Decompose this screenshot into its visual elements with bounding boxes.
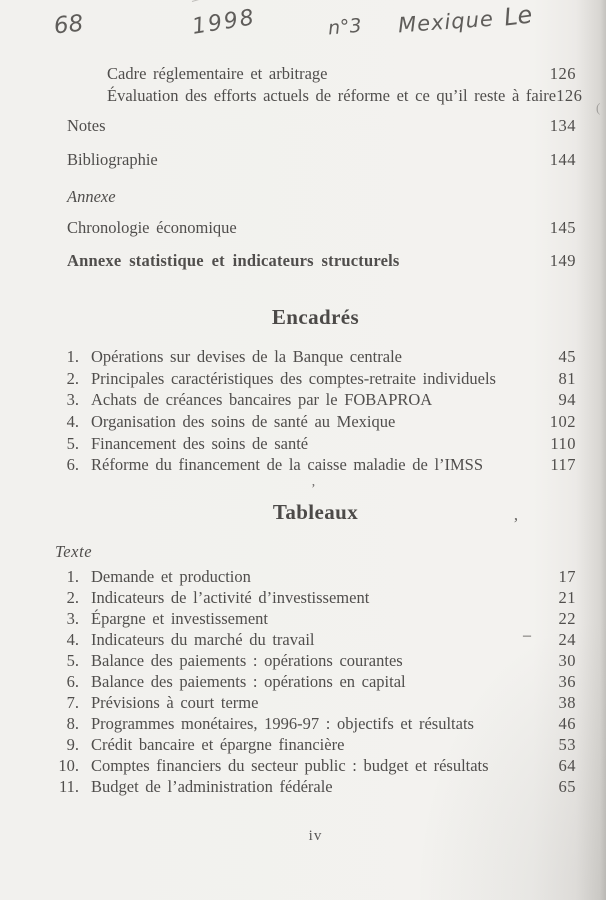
page-number: 117 xyxy=(550,455,576,474)
item-label: Indicateurs de l’activité d’investissement xyxy=(91,588,370,607)
subsection-heading-texte: Texte xyxy=(55,542,93,561)
page-number: 64 xyxy=(558,756,576,775)
toc-entry xyxy=(55,117,576,135)
item-number: 10. xyxy=(58,756,79,775)
item-number: 3. xyxy=(66,609,79,628)
handwritten-annotation: 1998 xyxy=(190,5,258,40)
toc-entry xyxy=(55,188,576,206)
section-heading-tableaux: Tableaux xyxy=(272,500,359,524)
list-item xyxy=(55,456,576,474)
item-number: 11. xyxy=(58,777,79,796)
entry-label: Bibliographie xyxy=(67,150,158,169)
page-number: 126 xyxy=(549,64,576,83)
footer-page-number: iv xyxy=(308,828,323,844)
entry-label: Notes xyxy=(67,116,106,135)
item-number: 3. xyxy=(66,390,79,409)
page-number: 149 xyxy=(549,251,576,270)
page-number: 145 xyxy=(549,218,576,237)
item-label: Comptes financiers du secteur public : budget et résultats xyxy=(91,756,489,775)
page-number: 38 xyxy=(558,693,576,712)
item-number: 2. xyxy=(66,369,79,388)
item-label: Opérations sur devises de la Banque centrale xyxy=(91,347,402,366)
list-item xyxy=(55,778,576,796)
item-number: 2. xyxy=(66,588,79,607)
page-number: 65 xyxy=(558,777,576,796)
item-label: Épargne et investissement xyxy=(91,609,268,628)
list-item xyxy=(55,652,576,670)
scan-scratch-mark xyxy=(192,0,236,2)
item-label: Demande et production xyxy=(91,567,251,586)
item-label: Budget de l’administration fédérale xyxy=(91,777,333,796)
handwritten-annotation: Le xyxy=(502,0,534,32)
list-item xyxy=(55,694,576,712)
item-label: Prévisions à court terme xyxy=(91,693,259,712)
list-item xyxy=(55,736,576,754)
toc-entry xyxy=(95,86,583,105)
item-number: 5. xyxy=(66,651,79,670)
entry-label: Chronologie économique xyxy=(67,218,237,237)
list-item xyxy=(55,589,576,607)
item-label: Organisation des soins de santé au Mexique xyxy=(91,412,396,431)
stray-mark: ( xyxy=(596,100,601,115)
page-number: 36 xyxy=(558,672,576,691)
stray-mark: ’ xyxy=(513,514,519,533)
toc-entry xyxy=(55,219,576,237)
entry-label: Cadre réglementaire et arbitrage xyxy=(107,64,328,83)
page-number: 22 xyxy=(558,609,576,628)
page-number: 102 xyxy=(549,412,576,431)
item-label: Balance des paiements : opérations en capital xyxy=(91,672,406,691)
handwritten-annotation: n°3 xyxy=(327,14,363,40)
toc-entry xyxy=(95,65,576,83)
page-number: 53 xyxy=(558,735,576,754)
page-number: 30 xyxy=(558,651,576,670)
list-item xyxy=(55,568,576,586)
item-label: Achats de créances bancaires par le FOBAPROA xyxy=(91,390,433,409)
item-number: 9. xyxy=(66,735,79,754)
item-number: 7. xyxy=(66,693,79,712)
item-number: 1. xyxy=(66,567,79,586)
item-number: 8. xyxy=(66,714,79,733)
item-label: Balance des paiements : opérations courantes xyxy=(91,651,403,670)
item-label: Principales caractéristiques des comptes-retraite individuels xyxy=(91,369,496,388)
list-item xyxy=(55,673,576,691)
item-number: 6. xyxy=(66,672,79,691)
entry-label: Annexe xyxy=(67,187,116,206)
item-label: Financement des soins de santé xyxy=(91,434,309,453)
item-number: 5. xyxy=(66,434,79,453)
page-number: 134 xyxy=(549,116,576,135)
list-item xyxy=(55,715,576,733)
page-number: 46 xyxy=(558,714,576,733)
list-item xyxy=(55,391,576,409)
list-item xyxy=(55,757,576,775)
list-item xyxy=(55,435,576,453)
list-item xyxy=(55,370,576,388)
page-number: 110 xyxy=(550,434,576,453)
handwritten-annotation: 68 xyxy=(52,10,85,40)
page-number: 24 xyxy=(558,630,576,649)
page-number: 144 xyxy=(549,150,576,169)
toc-entry xyxy=(55,151,576,169)
entry-label: Annexe statistique et indicateurs structurels xyxy=(67,251,400,270)
toc-entry xyxy=(55,252,576,270)
item-number: 1. xyxy=(66,347,79,366)
item-number: 6. xyxy=(66,455,79,474)
stray-mark: – xyxy=(523,627,531,644)
item-label: Réforme du financement de la caisse maladie de l’IMSS xyxy=(91,455,484,474)
page-number: 94 xyxy=(558,390,576,409)
list-item xyxy=(55,631,576,649)
stray-mark: ’ xyxy=(311,482,316,497)
entry-label: Évaluation des efforts actuels de réforme et ce qu’il reste à faire xyxy=(107,86,557,105)
list-item xyxy=(55,348,576,366)
item-label: Indicateurs du marché du travail xyxy=(91,630,315,649)
page-number: 17 xyxy=(558,567,576,586)
section-heading-encadres: Encadrés xyxy=(271,305,360,329)
item-number: 4. xyxy=(66,630,79,649)
handwritten-annotation: Mexique xyxy=(397,6,495,38)
page-number: 21 xyxy=(558,588,576,607)
list-item xyxy=(55,413,576,431)
page-number: 126 xyxy=(556,86,583,105)
item-label: Programmes monétaires, 1996-97 : objectifs et résultats xyxy=(91,714,474,733)
item-number: 4. xyxy=(66,412,79,431)
page-number: 81 xyxy=(558,369,576,388)
list-item xyxy=(55,610,576,628)
item-label: Crédit bancaire et épargne financière xyxy=(91,735,345,754)
page-number: 45 xyxy=(558,347,576,366)
